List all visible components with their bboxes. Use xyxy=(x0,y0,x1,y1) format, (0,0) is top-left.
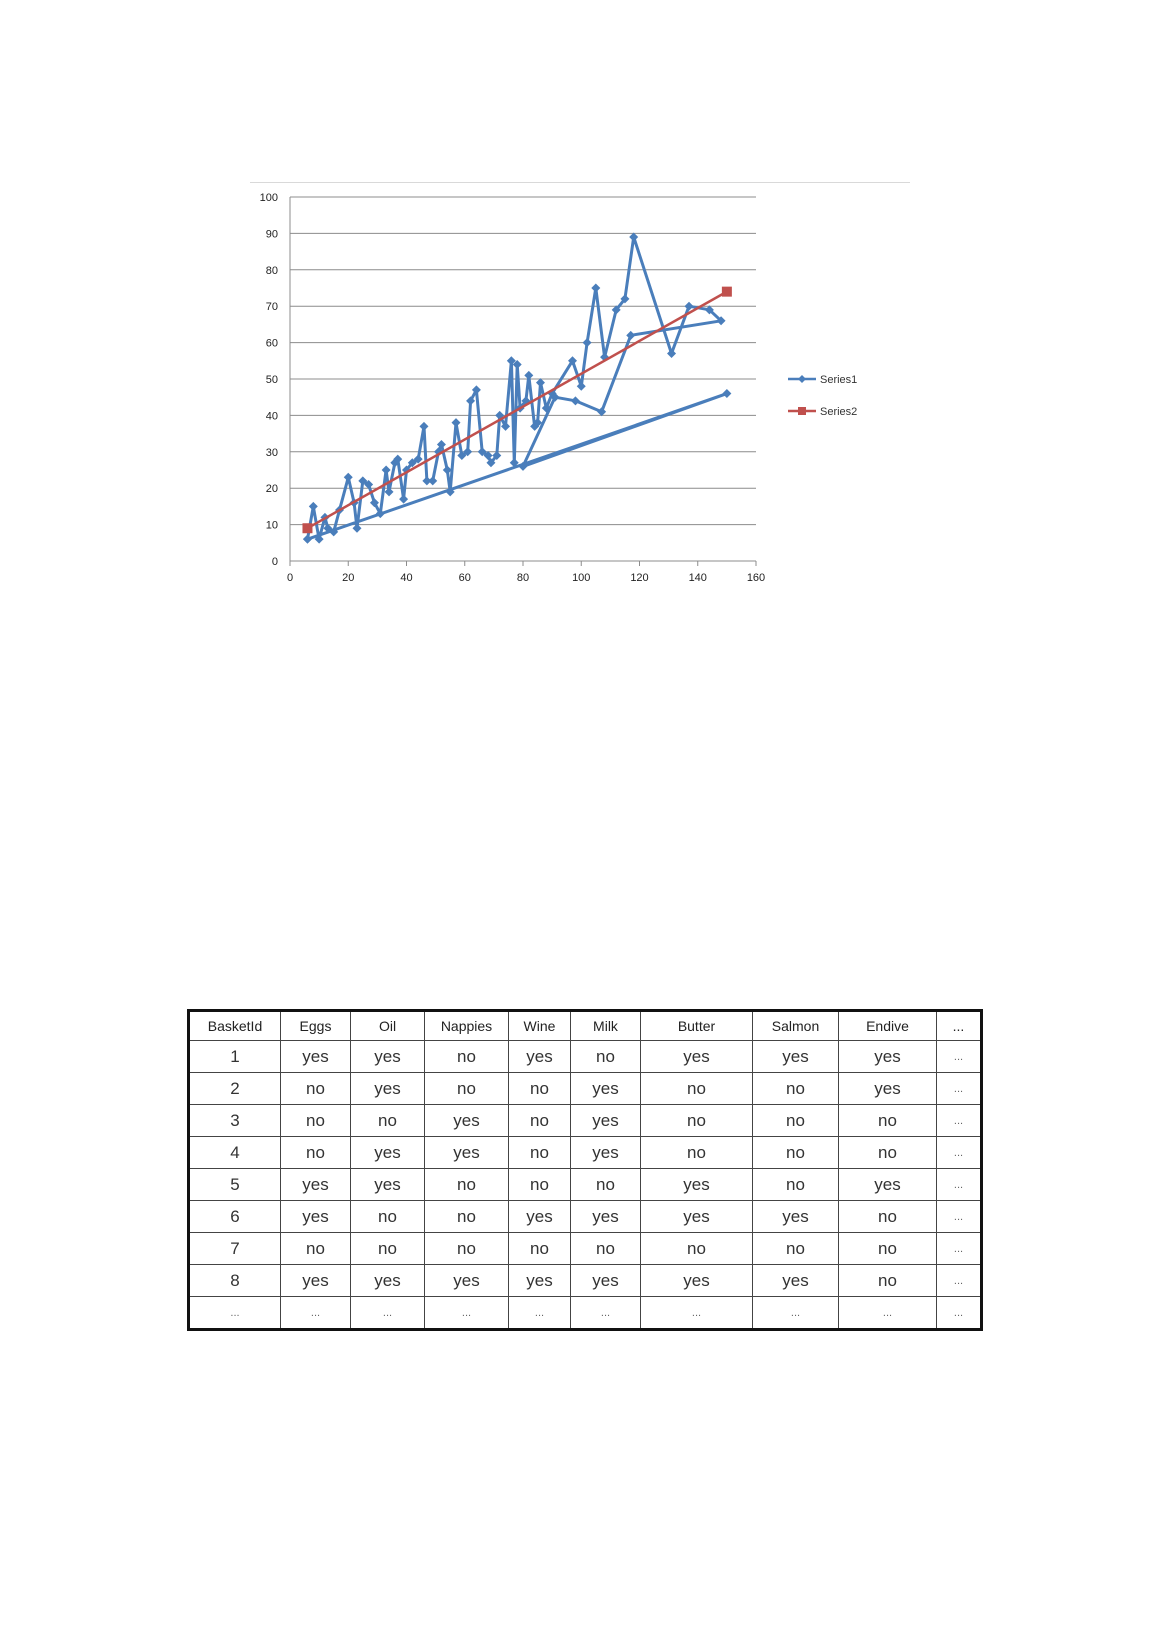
series-line-series2 xyxy=(308,292,727,529)
table-body xyxy=(189,1041,982,1330)
table-cell: yes xyxy=(509,1041,571,1073)
table-cell: ... xyxy=(189,1297,281,1330)
table-cell: yes xyxy=(351,1265,425,1297)
table-cell: no xyxy=(839,1233,937,1265)
table-cell: yes xyxy=(281,1265,351,1297)
data-point-series1 xyxy=(303,535,312,544)
table-cell: no xyxy=(641,1073,753,1105)
table-cell: ... xyxy=(509,1297,571,1330)
table-cell: no xyxy=(641,1233,753,1265)
header-wine: Wine xyxy=(509,1011,571,1041)
data-point-series1 xyxy=(419,422,428,431)
x-tick-label: 0 xyxy=(286,572,294,584)
table-cell: yes xyxy=(281,1041,351,1073)
table-cell: 3 xyxy=(189,1105,281,1137)
table-cell: no xyxy=(425,1169,509,1201)
table-header-row xyxy=(189,1011,982,1041)
data-point-series1 xyxy=(667,349,676,358)
y-tick-label: 100 xyxy=(259,192,278,204)
table-cell: yes xyxy=(753,1201,839,1233)
table-cell: yes xyxy=(839,1073,937,1105)
table-cell: no xyxy=(839,1137,937,1169)
header-endive: Endive xyxy=(839,1011,937,1041)
table-cell: ... xyxy=(937,1233,982,1265)
table-cell: yes xyxy=(641,1169,753,1201)
table-cell: no xyxy=(839,1201,937,1233)
table-cell: 7 xyxy=(189,1233,281,1265)
x-tick-label: 160 xyxy=(746,572,766,584)
header-eggs: Eggs xyxy=(281,1011,351,1041)
legend-marker-series1 xyxy=(798,375,806,383)
header-more: ... xyxy=(937,1011,982,1041)
data-point-series1 xyxy=(309,502,318,511)
table-cell: no xyxy=(281,1073,351,1105)
x-tick-label: 80 xyxy=(516,572,530,584)
table-cell: ... xyxy=(753,1297,839,1330)
y-tick-label: 10 xyxy=(265,519,278,532)
table-cell: no xyxy=(753,1233,839,1265)
table-cell: no xyxy=(281,1105,351,1137)
table-cell: no xyxy=(509,1233,571,1265)
x-tick-label: 100 xyxy=(572,572,591,584)
x-tick-label: 120 xyxy=(630,572,649,584)
table-cell: yes xyxy=(571,1201,641,1233)
table-cell: no xyxy=(571,1041,641,1073)
table-cell: yes xyxy=(753,1041,839,1073)
legend-label: Series2 xyxy=(820,406,858,418)
table-cell: no xyxy=(753,1105,839,1137)
table-cell: ... xyxy=(937,1297,982,1330)
table-cell: ... xyxy=(351,1297,425,1330)
table-cell: ... xyxy=(937,1169,982,1201)
table-cell: 8 xyxy=(189,1265,281,1297)
table-cell: 1 xyxy=(189,1041,281,1073)
table-cell: ... xyxy=(937,1265,982,1297)
table-cell: no xyxy=(425,1201,509,1233)
table-cell: ... xyxy=(425,1297,509,1330)
table-cell: yes xyxy=(839,1041,937,1073)
table-cell: no xyxy=(425,1041,509,1073)
data-point-series1 xyxy=(428,476,437,485)
table-cell: no xyxy=(425,1073,509,1105)
data-point-series1 xyxy=(583,338,592,347)
table-cell: no xyxy=(509,1105,571,1137)
y-tick-label: 20 xyxy=(265,483,278,496)
legend-label: Series1 xyxy=(820,374,858,386)
table-cell: ... xyxy=(641,1297,753,1330)
y-tick-label: 90 xyxy=(265,228,278,241)
data-point-series1 xyxy=(452,418,461,427)
table-cell: no xyxy=(753,1137,839,1169)
table-cell: yes xyxy=(351,1169,425,1201)
table-cell: no xyxy=(571,1169,641,1201)
table-cell: 6 xyxy=(189,1201,281,1233)
data-point-series2 xyxy=(302,523,312,533)
header-milk: Milk xyxy=(571,1011,641,1041)
table-cell: no xyxy=(839,1105,937,1137)
x-tick-label: 40 xyxy=(400,572,413,584)
scatter-line-chart xyxy=(250,182,910,623)
table-cell: yes xyxy=(351,1137,425,1169)
table-cell: no xyxy=(571,1233,641,1265)
data-point-series1 xyxy=(382,466,391,475)
header-nappies: Nappies xyxy=(425,1011,509,1041)
data-point-series1 xyxy=(571,396,580,405)
table-cell: no xyxy=(641,1105,753,1137)
table-cell: yes xyxy=(281,1201,351,1233)
table-cell: yes xyxy=(641,1041,753,1073)
header-butter: Butter xyxy=(641,1011,753,1041)
table-cell: yes xyxy=(641,1201,753,1233)
chart-svg xyxy=(250,183,910,623)
data-point-series1 xyxy=(685,302,694,311)
table-cell: 4 xyxy=(189,1137,281,1169)
legend-marker-series2 xyxy=(798,407,806,415)
table-cell: ... xyxy=(937,1137,982,1169)
table-row xyxy=(189,1233,982,1265)
table-cell: yes xyxy=(425,1137,509,1169)
table-cell: yes xyxy=(509,1201,571,1233)
header-salmon: Salmon xyxy=(753,1011,839,1041)
table-row xyxy=(189,1265,982,1297)
table-cell: yes xyxy=(571,1137,641,1169)
table-cell: no xyxy=(753,1073,839,1105)
table-cell: no xyxy=(351,1201,425,1233)
table-cell: no xyxy=(509,1073,571,1105)
basket-table xyxy=(187,1009,983,1331)
y-tick-label: 80 xyxy=(265,264,278,277)
table-cell: ... xyxy=(281,1297,351,1330)
table-cell: no xyxy=(351,1105,425,1137)
table-cell: yes xyxy=(641,1265,753,1297)
table-cell: ... xyxy=(839,1297,937,1330)
table-row xyxy=(189,1201,982,1233)
table-row xyxy=(189,1105,982,1137)
data-point-series2 xyxy=(722,287,732,297)
data-point-series1 xyxy=(722,389,731,398)
table-cell: 5 xyxy=(189,1169,281,1201)
y-tick-label: 60 xyxy=(265,337,278,350)
table-cell: yes xyxy=(509,1265,571,1297)
table-cell: yes xyxy=(571,1265,641,1297)
table-row xyxy=(189,1137,982,1169)
x-tick-label: 20 xyxy=(342,572,355,584)
header-oil: Oil xyxy=(351,1011,425,1041)
table-cell: yes xyxy=(351,1073,425,1105)
table-cell: yes xyxy=(425,1265,509,1297)
table-cell: no xyxy=(281,1233,351,1265)
y-tick-label: 30 xyxy=(265,446,278,459)
y-tick-label: 70 xyxy=(265,301,278,314)
data-point-series1 xyxy=(577,382,586,391)
x-tick-label: 60 xyxy=(458,572,471,584)
table-cell: no xyxy=(281,1137,351,1169)
table-cell: no xyxy=(509,1169,571,1201)
table-cell: yes xyxy=(351,1041,425,1073)
table-row xyxy=(189,1169,982,1201)
table-cell: no xyxy=(753,1169,839,1201)
data-point-series1 xyxy=(399,495,408,504)
table-row xyxy=(189,1297,982,1330)
y-tick-label: 0 xyxy=(271,556,278,568)
data-point-series1 xyxy=(626,331,635,340)
table-cell: no xyxy=(839,1265,937,1297)
table-cell: ... xyxy=(937,1105,982,1137)
table-cell: ... xyxy=(937,1073,982,1105)
table-cell: 2 xyxy=(189,1073,281,1105)
table-cell: no xyxy=(641,1137,753,1169)
table-cell: yes xyxy=(571,1105,641,1137)
header-basketid: BasketId xyxy=(189,1011,281,1041)
table-cell: yes xyxy=(425,1105,509,1137)
table-row xyxy=(189,1041,982,1073)
table-cell: ... xyxy=(571,1297,641,1330)
table-cell: no xyxy=(351,1233,425,1265)
table-cell: yes xyxy=(571,1073,641,1105)
table-cell: yes xyxy=(281,1169,351,1201)
y-tick-label: 40 xyxy=(265,410,278,423)
y-tick-label: 50 xyxy=(265,374,278,386)
table-cell: yes xyxy=(753,1265,839,1297)
table-cell: yes xyxy=(839,1169,937,1201)
table-row xyxy=(189,1073,982,1105)
x-tick-label: 140 xyxy=(688,572,707,584)
table-cell: no xyxy=(425,1233,509,1265)
table-cell: no xyxy=(509,1137,571,1169)
table-cell: ... xyxy=(937,1201,982,1233)
table-cell: ... xyxy=(937,1041,982,1073)
data-point-series1 xyxy=(344,473,353,482)
data-point-series1 xyxy=(591,284,600,293)
